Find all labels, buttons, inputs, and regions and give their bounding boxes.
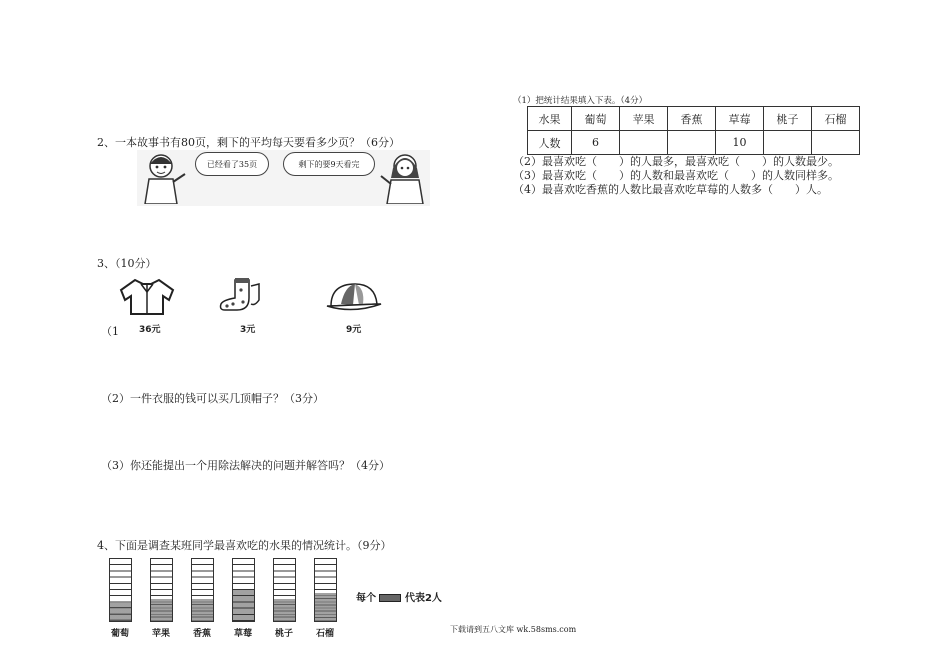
q2-illustration (137, 150, 430, 206)
table-cell[interactable] (812, 131, 860, 155)
chart-bar (109, 558, 132, 622)
q1-part1: （1）把统计结果填入下表。（4分） (513, 96, 648, 106)
chart-bar (232, 558, 255, 622)
chart-bar (191, 558, 214, 622)
boy-figure-icon (139, 152, 189, 204)
q3-part1-prefix: （1 (101, 325, 119, 338)
chart-category-label: 桃子 (274, 629, 293, 639)
q2-text: 2、一本故事书有80页，剩下的平均每天要看多少页？（6分） (97, 136, 400, 149)
chart-bar-fill (110, 602, 131, 621)
chart-category-label: 葡萄 (110, 629, 129, 639)
chart-category-label: 石榴 (315, 629, 334, 639)
chart-category-label: 苹果 (151, 629, 170, 639)
chart-category-label: 草莓 (233, 629, 252, 639)
price-jacket: 36元 (139, 325, 161, 335)
legend-block-icon (379, 594, 401, 602)
table-cell: 6 (572, 131, 620, 155)
q1-part3: （3）最喜欢吃（ ）的人数和最喜欢吃（ ）的人数同样多。 (513, 169, 839, 182)
table-cell: 葡萄 (572, 107, 620, 131)
chart-legend (356, 589, 442, 604)
q1-part2: （2）最喜欢吃（ ）的人最多，最喜欢吃（ ）的人数最少。 (513, 155, 839, 168)
chart-bar-fill (315, 593, 336, 621)
table-cell: 10 (716, 131, 764, 155)
table-cell: 香蕉 (668, 107, 716, 131)
chart-bar-fill (192, 599, 213, 621)
q3-text: 3、（10分） (97, 257, 157, 270)
table-cell: 水果 (528, 107, 572, 131)
chart-bar (150, 558, 173, 622)
speech-bubble-right: 剩下的要9天看完 (283, 152, 375, 176)
legend-suffix: 代表2人 (404, 593, 442, 604)
table-cell: 草莓 (716, 107, 764, 131)
chart-bar (273, 558, 296, 622)
q1-part4: （4）最喜欢吃香蕉的人数比最喜欢吃草莓的人数多（ ）人。 (513, 183, 828, 196)
q4-text: 4、下面是调查某班同学最喜欢吃的水果的情况统计。（9分） (97, 539, 392, 552)
jacket-icon (117, 276, 177, 316)
price-cap: 9元 (346, 325, 362, 335)
table-cell: 人数 (528, 131, 572, 155)
chart-bar (314, 558, 337, 622)
table-cell[interactable] (764, 131, 812, 155)
page-footer: 下载请到五八文库 wk.58sms.com (450, 625, 577, 634)
fruit-chart (100, 556, 350, 640)
chart-category-label: 香蕉 (192, 629, 211, 639)
cap-icon (323, 280, 383, 314)
table-cell: 桃子 (764, 107, 812, 131)
fruit-table (527, 106, 860, 155)
speech-bubble-left: 已经看了35页 (195, 152, 269, 176)
table-cell: 苹果 (620, 107, 668, 131)
legend-prefix: 每个 (356, 593, 376, 604)
socks-icon (215, 276, 265, 316)
chart-bar-fill (233, 590, 254, 621)
chart-bar-fill (274, 599, 295, 621)
price-socks: 3元 (240, 325, 256, 335)
table-cell[interactable] (620, 131, 668, 155)
q3-part2: （2）一件衣服的钱可以买几顶帽子？（3分） (101, 392, 324, 405)
girl-figure-icon (377, 152, 427, 204)
table-cell: 石榴 (812, 107, 860, 131)
table-header-row (528, 107, 860, 131)
chart-bar-fill (151, 599, 172, 621)
q3-part3: （3）你还能提出一个用除法解决的问题并解答吗？（4分） (101, 459, 390, 472)
table-row (528, 131, 860, 155)
table-cell[interactable] (668, 131, 716, 155)
